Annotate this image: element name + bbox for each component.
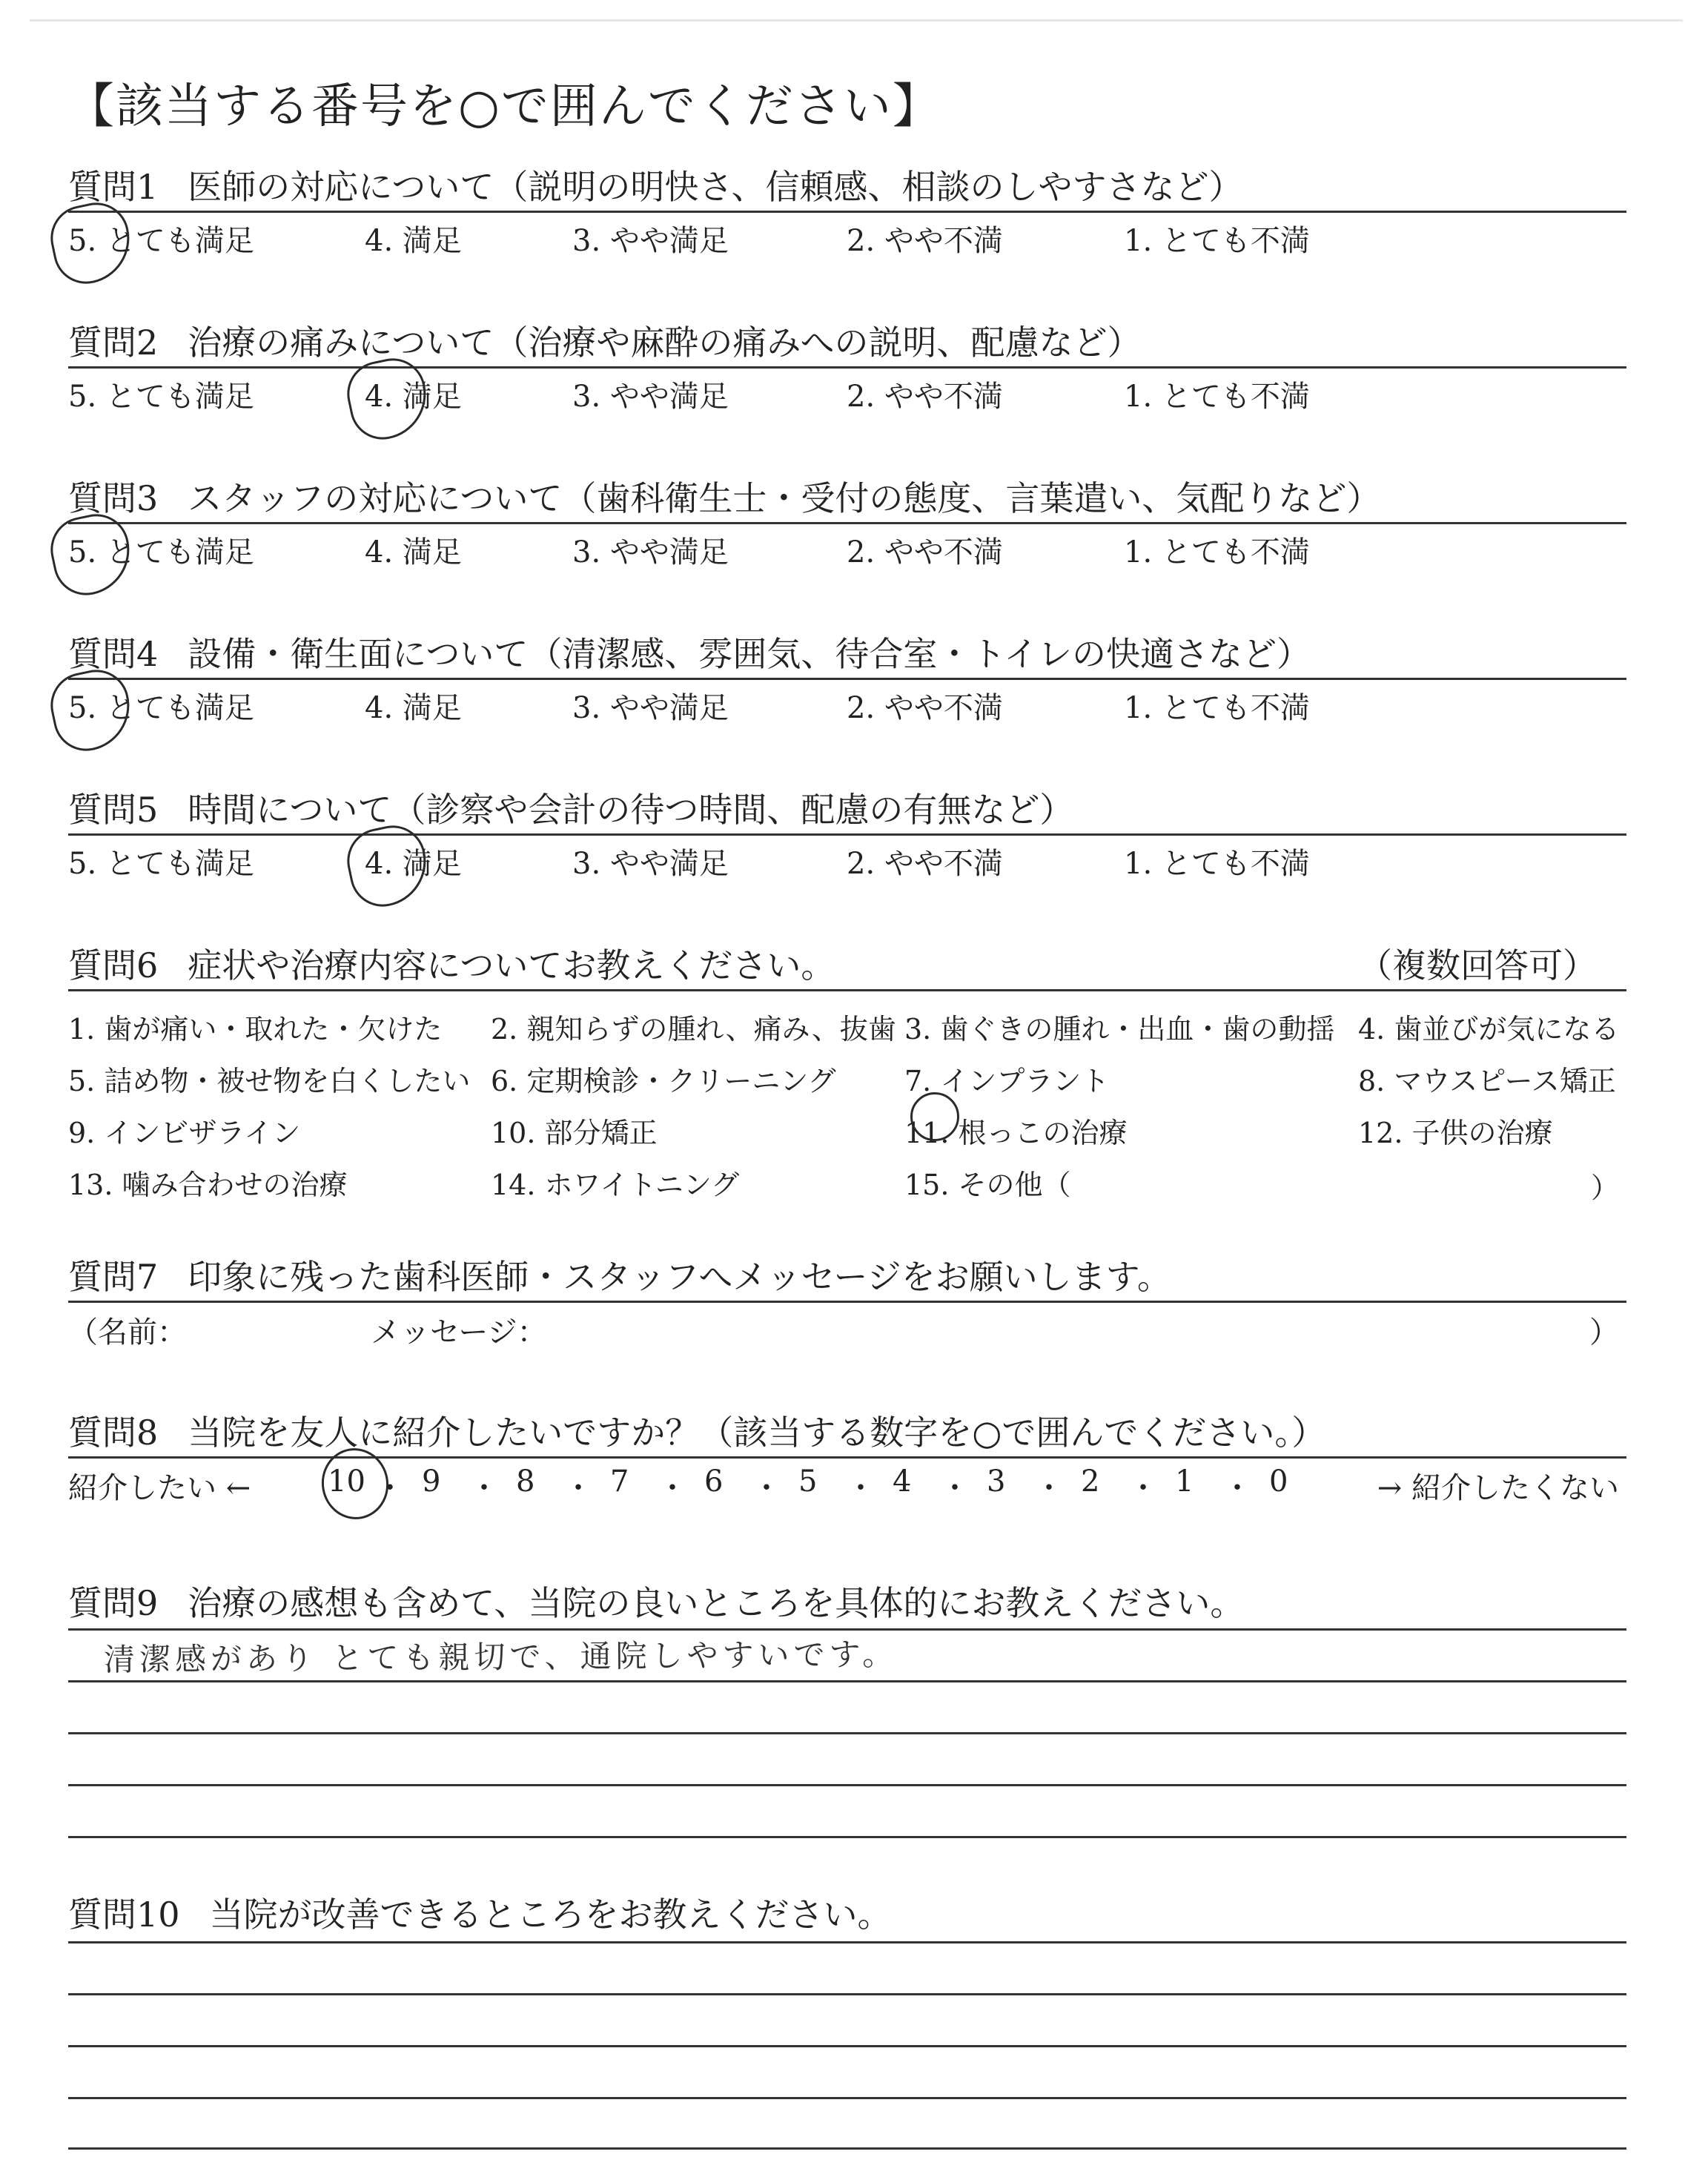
scale-value[interactable]: 6 (704, 1464, 724, 1499)
question-4 (68, 630, 1626, 724)
rating-options (68, 524, 1626, 569)
question-heading (68, 1409, 1626, 1456)
rating-option[interactable]: 4. 満足 (365, 691, 462, 725)
scale-separator: ・ (375, 1471, 405, 1505)
question-8 (68, 1409, 1626, 1510)
symptom-option[interactable]: 9. インビザライン (68, 1117, 301, 1149)
question-heading (68, 475, 1626, 522)
symptom-option[interactable]: 7. インプラント (904, 1065, 1110, 1097)
rating-options (68, 369, 1626, 413)
scale-value[interactable]: 5 (798, 1464, 818, 1499)
message-label: メッセージ： (371, 1315, 547, 1350)
question-number: 質問3 (68, 478, 159, 518)
rating-option[interactable]: 2. やや不満 (847, 691, 1003, 725)
rating-option[interactable]: 1. とても不満 (1124, 380, 1310, 414)
answer-line (68, 1993, 1626, 1995)
rating-option[interactable]: 5. とても満足 (68, 217, 254, 260)
scale-separator: ・ (752, 1471, 781, 1505)
rating-options (68, 836, 1626, 880)
scale-value[interactable]: 10 (328, 1464, 365, 1499)
answer-line (68, 2097, 1626, 2099)
rating-option[interactable]: 5. とても満足 (68, 684, 254, 727)
rating-option[interactable]: 5. とても満足 (68, 380, 254, 414)
answer-line (68, 1941, 1626, 1943)
question-text: 印象に残った歯科医師・スタッフへメッセージをお願いします。 (188, 1257, 1171, 1297)
multiple-answer-note: （複数回答可） (1358, 945, 1597, 985)
rating-option[interactable]: 3. やや満足 (572, 691, 729, 725)
symptom-option[interactable]: 6. 定期検診・クリーニング (491, 1065, 836, 1097)
scale-separator: ・ (846, 1471, 875, 1505)
answer-line (68, 1836, 1626, 1838)
rating-option[interactable]: 1. とても不満 (1124, 224, 1310, 258)
symptom-option[interactable]: 4. 歯並びが気になる (1358, 1013, 1620, 1046)
question-number: 質問8 (68, 1413, 159, 1453)
question-heading (68, 1891, 1626, 1938)
rating-option[interactable]: 2. やや不満 (847, 380, 1003, 414)
question-1 (68, 163, 1626, 257)
symptom-option[interactable]: 5. 詰め物・被せ物を白くしたい (68, 1065, 471, 1097)
rating-option[interactable]: 2. やや不満 (847, 847, 1003, 881)
rating-options (68, 680, 1626, 724)
scale-separator: ・ (469, 1471, 499, 1505)
question-10 (68, 1891, 1626, 2158)
rating-option[interactable]: 3. やや満足 (572, 535, 729, 569)
question-5 (68, 786, 1626, 880)
scale-value[interactable]: 0 (1269, 1464, 1288, 1499)
question-6 (68, 942, 1626, 1214)
question-heading (68, 630, 1626, 678)
scan-top-edge (30, 19, 1683, 22)
scale-value[interactable]: 4 (893, 1464, 912, 1499)
symptom-option[interactable]: 12. 子供の治療 (1358, 1117, 1553, 1149)
scale-left-label: 紹介したい ← (68, 1471, 251, 1505)
question-text: 当院を友人に紹介したいですか？（該当する数字を○で囲んでください。） (188, 1413, 1326, 1453)
symptom-option[interactable]: 13. 噛み合わせの治療 (68, 1169, 348, 1201)
page-title: 【該当する番号を○で囲んでください】 (67, 79, 941, 134)
question-number: 質問7 (68, 1257, 159, 1297)
question-9 (68, 1579, 1626, 1846)
symptom-option[interactable]: 3. 歯ぐきの腫れ・出血・歯の動揺 (904, 1013, 1335, 1046)
rating-option[interactable]: 3. やや満足 (572, 847, 729, 881)
scale-value[interactable]: 2 (1081, 1464, 1100, 1499)
answer-line (68, 2147, 1626, 2150)
question-text: 治療の感想も含めて、当院の良いところを具体的にお教えください。 (188, 1583, 1245, 1623)
rating-option[interactable]: 1. とても不満 (1124, 847, 1310, 881)
question-heading (68, 1253, 1626, 1301)
question-number: 質問1 (68, 167, 159, 207)
rating-option[interactable]: 5. とても満足 (68, 529, 254, 571)
rating-option[interactable]: 2. やや不満 (847, 224, 1003, 258)
handwritten-answer: 清潔感があり とても親切で、通院しやすいです。 (103, 1636, 898, 1678)
message-row (68, 1303, 1626, 1350)
recommend-scale (68, 1459, 1626, 1510)
question-heading (68, 1579, 1626, 1627)
name-label: （名前： (68, 1315, 187, 1350)
rating-option[interactable]: 4. 満足 (365, 224, 462, 258)
question-text: 時間について（診察や会計の待つ時間、配慮の有無など） (188, 790, 1074, 830)
scale-value[interactable]: 3 (987, 1464, 1006, 1499)
scale-separator: ・ (658, 1471, 687, 1505)
question-3 (68, 475, 1626, 569)
question-heading (68, 942, 1626, 989)
answer-line (68, 1680, 1626, 1682)
question-text: 症状や治療内容についてお教えください。 (188, 945, 835, 985)
rating-option[interactable]: 4. 満足 (365, 373, 462, 415)
answer-line (68, 1732, 1626, 1734)
rating-option[interactable]: 3. やや満足 (572, 380, 729, 414)
symptom-option[interactable]: 1. 歯が痛い・取れた・欠けた (68, 1013, 443, 1046)
rating-option[interactable]: 1. とても不満 (1124, 535, 1310, 569)
scale-value[interactable]: 9 (422, 1464, 441, 1499)
question-number: 質問2 (68, 323, 159, 363)
answer-line (68, 1784, 1626, 1786)
question-number: 質問4 (68, 634, 159, 674)
question-text: スタッフの対応について（歯科衛生士・受付の態度、言葉遣い、気配りなど） (188, 478, 1381, 518)
answer-line (68, 2045, 1626, 2047)
rating-option[interactable]: 4. 満足 (365, 840, 462, 882)
symptom-option[interactable]: 8. マウスピース矯正 (1358, 1065, 1616, 1097)
question-text: 治療の痛みについて（治療や麻酔の痛みへの説明、配慮など） (188, 323, 1142, 363)
question-heading (68, 786, 1626, 833)
scale-separator: ・ (1128, 1471, 1158, 1505)
symptom-option[interactable]: 15. その他（ (904, 1169, 1071, 1201)
rating-options (68, 213, 1626, 257)
symptom-option[interactable]: 2. 親知らずの腫れ、痛み、抜歯 (491, 1013, 896, 1046)
scale-right-label: → 紹介したくない (1377, 1471, 1619, 1505)
question-heading (68, 319, 1626, 366)
scale-value[interactable]: 7 (610, 1464, 629, 1499)
rating-option[interactable]: 1. とても不満 (1124, 691, 1310, 725)
question-text: 設備・衛生面について（清潔感、雰囲気、待合室・トイレの快適さなど） (188, 634, 1311, 674)
close-paren: ） (1589, 1315, 1619, 1350)
question-number: 質問9 (68, 1583, 159, 1623)
question-heading (68, 163, 1626, 211)
scale-separator: ・ (563, 1471, 593, 1505)
question-number: 質問6 (68, 945, 159, 985)
symptom-options (68, 991, 1626, 1214)
question-number: 質問5 (68, 790, 159, 830)
question-text: 医師の対応について（説明の明快さ、信頼感、相談のしやすさなど） (188, 167, 1243, 207)
symptom-option[interactable]: 14. ホワイトニング (491, 1169, 740, 1201)
scale-separator: ・ (1034, 1471, 1064, 1505)
question-7 (68, 1253, 1626, 1350)
symptom-option[interactable]: 11. 根っこの治療 (904, 1110, 1128, 1151)
scale-value[interactable]: 1 (1175, 1464, 1194, 1499)
close-paren: ） (1590, 1172, 1619, 1204)
rating-option[interactable]: 3. やや満足 (572, 224, 729, 258)
symptom-option[interactable]: 10. 部分矯正 (491, 1117, 658, 1149)
rating-option[interactable]: 4. 満足 (365, 535, 462, 569)
rating-option[interactable]: 5. とても満足 (68, 847, 254, 881)
scale-value[interactable]: 8 (516, 1464, 535, 1499)
question-number: 質問10 (68, 1895, 180, 1935)
question-text: 当院が改善できるところをお教えください。 (209, 1895, 892, 1935)
question-2 (68, 319, 1626, 413)
scale-separator: ・ (1222, 1471, 1252, 1505)
rating-option[interactable]: 2. やや不満 (847, 535, 1003, 569)
scale-separator: ・ (940, 1471, 970, 1505)
